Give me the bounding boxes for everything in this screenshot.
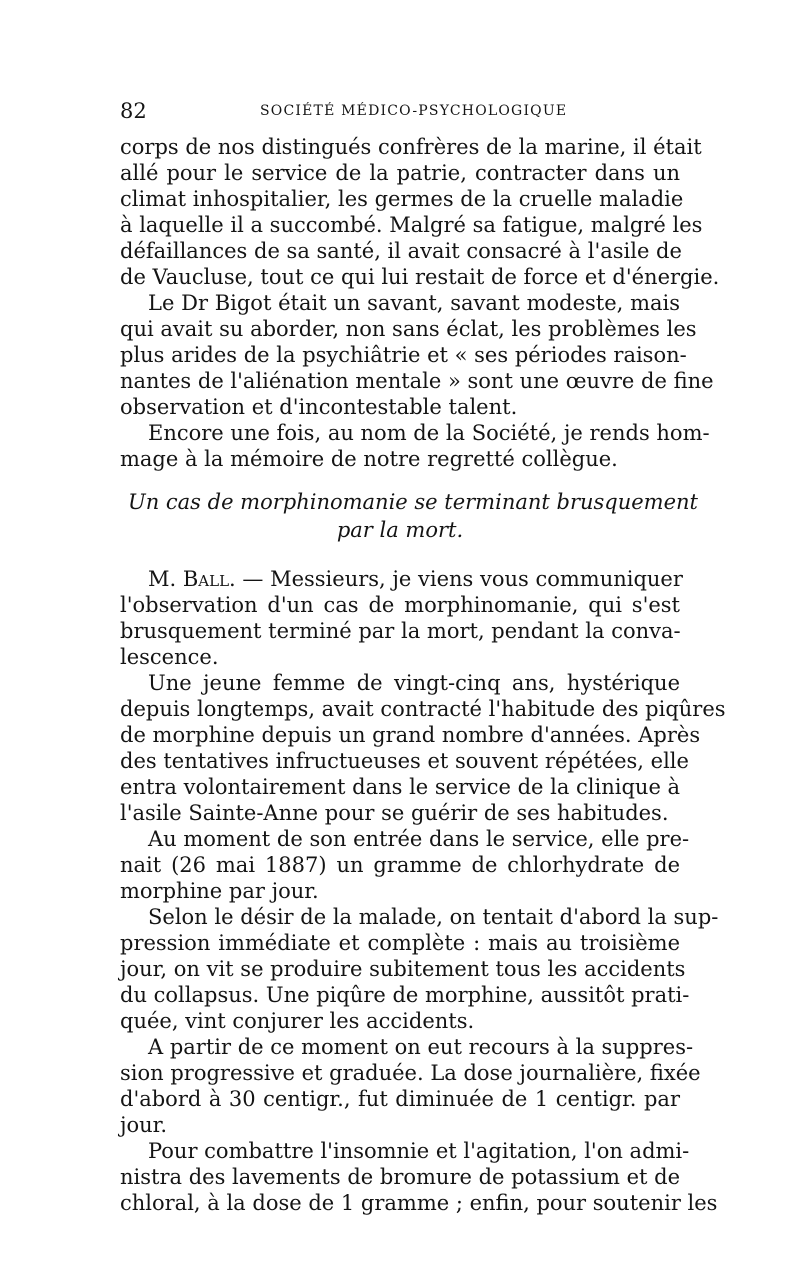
text-line: plus arides de la psychiâtrie et « ses périodes raison- xyxy=(120,343,687,367)
text-line: de morphine depuis un grand nombre d'années. Après xyxy=(120,723,701,747)
paragraph xyxy=(120,1034,701,1138)
text-line: climat inhospitalier, les germes de la cruelle maladie xyxy=(120,187,684,211)
text-fragment: — Messieurs, je viens vous communiquer xyxy=(235,567,683,591)
text-line: du collapsus. Une piqûre de morphine, aussitôt prati- xyxy=(120,983,690,1007)
text-line: nistra des lavements de bromure de potassium et de xyxy=(120,1165,680,1189)
text-line: pression immédiate et complète : mais au troisième xyxy=(120,931,680,955)
paragraph xyxy=(120,826,690,904)
text-line: observation et d'incontestable talent. xyxy=(120,395,518,419)
text-line: à laquelle il a succombé. Malgré sa fatigue, malgré les xyxy=(120,213,703,237)
text-line: chloral, à la dose de 1 gramme ; enfin, pour soutenir les xyxy=(120,1191,718,1215)
text-line: l'asile Sainte-Anne pour se guérir de ses habitudes. xyxy=(120,801,669,825)
text-line: nait (26 mai 1887) un gramme de chlorhydrate de xyxy=(120,853,680,877)
paragraph xyxy=(120,670,726,826)
text-line: Au moment de son entrée dans le service, elle pre- xyxy=(148,827,690,851)
text-line: depuis longtemps, avait contracté l'habitude des piqûres xyxy=(120,697,726,721)
text-line: des tentatives infructueuses et souvent répétées, elle xyxy=(120,749,689,773)
text-line: qui avait su aborder, non sans éclat, les problèmes les xyxy=(120,317,697,341)
body-text xyxy=(120,134,726,1216)
text-line: brusquement terminé par la mort, pendant la conva- xyxy=(120,619,681,643)
text-line: quée, vint conjurer les accidents. xyxy=(120,1009,475,1033)
section-title-line: Un cas de morphinomanie se terminant brusquement xyxy=(128,490,698,514)
paragraph xyxy=(120,1138,718,1216)
paragraph xyxy=(120,420,710,472)
text-line: défaillances de sa santé, il avait consacré à l'asile de xyxy=(120,239,682,263)
paragraph xyxy=(120,134,720,290)
text-line xyxy=(120,566,683,592)
text-line: nantes de l'aliénation mentale » sont une œuvre de fine xyxy=(120,369,714,393)
running-header xyxy=(120,98,680,124)
paragraph xyxy=(120,904,719,1034)
text-line: entra volontairement dans le service de la clinique à xyxy=(120,775,681,799)
page-number: 82 xyxy=(120,99,147,123)
text-line: lescence. xyxy=(120,645,219,669)
text-line: Pour combattre l'insomnie et l'agitation, l'on admi- xyxy=(148,1139,690,1163)
section-title-line: par la mort. xyxy=(336,518,464,542)
section-title xyxy=(120,488,698,544)
text-line: de Vaucluse, tout ce qui lui restait de force et d'énergie. xyxy=(120,265,720,289)
text-line: jour, on vit se produire subitement tous les accidents xyxy=(120,957,686,981)
text-line: Le Dr Bigot était un savant, savant modeste, mais xyxy=(148,291,680,315)
text-line: morphine par jour. xyxy=(120,879,319,903)
text-line: jour. xyxy=(120,1113,168,1137)
text-line: A partir de ce moment on eut recours à la suppres- xyxy=(148,1035,694,1059)
text-line: allé pour le service de la patrie, contracter dans un xyxy=(120,161,680,185)
speaker-name: M. Ball. xyxy=(148,567,236,591)
text-line: sion progressive et graduée. La dose journalière, fixée xyxy=(120,1061,701,1085)
paragraph xyxy=(120,290,714,420)
text-line: Selon le désir de la malade, on tentait d'abord la sup- xyxy=(148,905,719,929)
journal-title: SOCIÉTÉ MÉDICO-PSYCHOLOGIQUE xyxy=(260,103,568,119)
paragraph xyxy=(120,566,683,670)
text-line: l'observation d'un cas de morphinomanie, qui s'est xyxy=(120,593,680,617)
text-line: corps de nos distingués confrères de la marine, il était xyxy=(120,135,702,159)
text-line: Encore une fois, au nom de la Société, je rends hom- xyxy=(148,421,710,445)
text-line: d'abord à 30 centigr., fut diminuée de 1 centigr. par xyxy=(120,1087,680,1111)
text-line: Une jeune femme de vingt-cinq ans, hystérique xyxy=(148,671,680,695)
text-line: mage à la mémoire de notre regretté collègue. xyxy=(120,447,618,471)
